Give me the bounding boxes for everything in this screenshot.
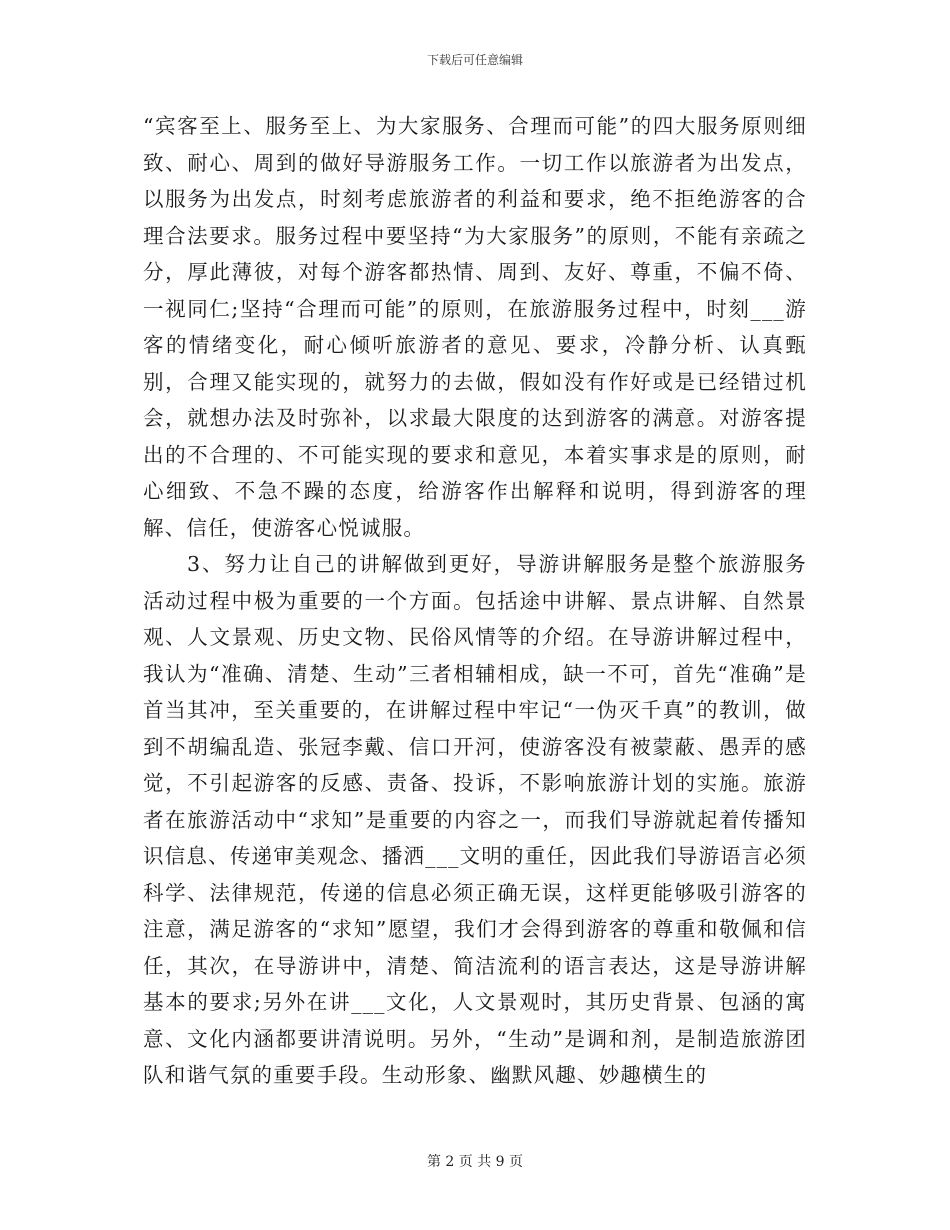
paragraph-guide-explanation: 3、努力让自己的讲解做到更好，导游讲解服务是整个旅游服务活动过程中极为重要的一个方面。包括途中讲解、景点讲解、自然景观、人文景观、历史文物、民俗风情等的介绍。在导游讲解过程中，我认为“准确、清楚、生动”三者相辅相成，缺一不可，首先“准确”是首当其冲，至关重要的，在讲解过程中牢记“一伪灭千真”的教训，做到不胡编乱造、张冠李戴、信口开河，使游客没有被蒙蔽、愚弄的感觉，不引起游客的反感、责备、投诉，不影响旅游计划的实施。旅游者在旅游活动中“求知”是重要的内容之一，而我们导游就起着传播知识信息、传递审美观念、播洒___文明的重任，因此我们导游语言必须科学、法律规范，传递的信息必须正确无误，这样更能够吸引游客的注意，满足游客的“求知”愿望，我们才会得到游客的尊重和敬佩和信任，其次，在导游讲中，清楚、简洁流利的语言表达，这是导游讲解基本的要求;另外在讲___文化，人文景观时，其历史背景、包涵的寓意、文化内涵都要讲清说明。另外，“生动”是调和剂，是制造旅游团队和谐气氛的重要手段。生动形象、幽默风趣、妙趣横生的 — [143, 552, 807, 1087]
paragraph-service-principles: “宾客至上、服务至上、为大家服务、合理而可能”的四大服务原则细致、耐心、周到的做好导游服务工作。一切工作以旅游者为出发点，以服务为出发点，时刻考虑旅游者的利益和要求，绝不拒绝游客的合理合法要求。服务过程中要坚持“为大家服务”的原则，不能有亲疏之分，厚此薄彼，对每个游客都热情、周到、友好、尊重，不偏不倚、一视同仁;坚持“合理而可能”的原则，在旅游服务过程中，时刻___游客的情绪变化，耐心倾听旅游者的意见、要求，冷静分析、认真甄别，合理又能实现的，就努力的去做，假如没有作好或是已经错过机会，就想办法及时弥补，以求最大限度的达到游客的满意。对游客提出的不合理的、不可能实现的要求和意见，本着实事求是的原则，耐心细致、不急不躁的态度，给游客作出解释和说明，得到游客的理解、信任，使游客心悦诚服。 — [143, 114, 807, 540]
page-footer: 第 2 页 共 9 页 — [426, 1154, 524, 1170]
document-body — [143, 108, 807, 1094]
page-header: 下载后可任意编辑 — [426, 53, 523, 67]
